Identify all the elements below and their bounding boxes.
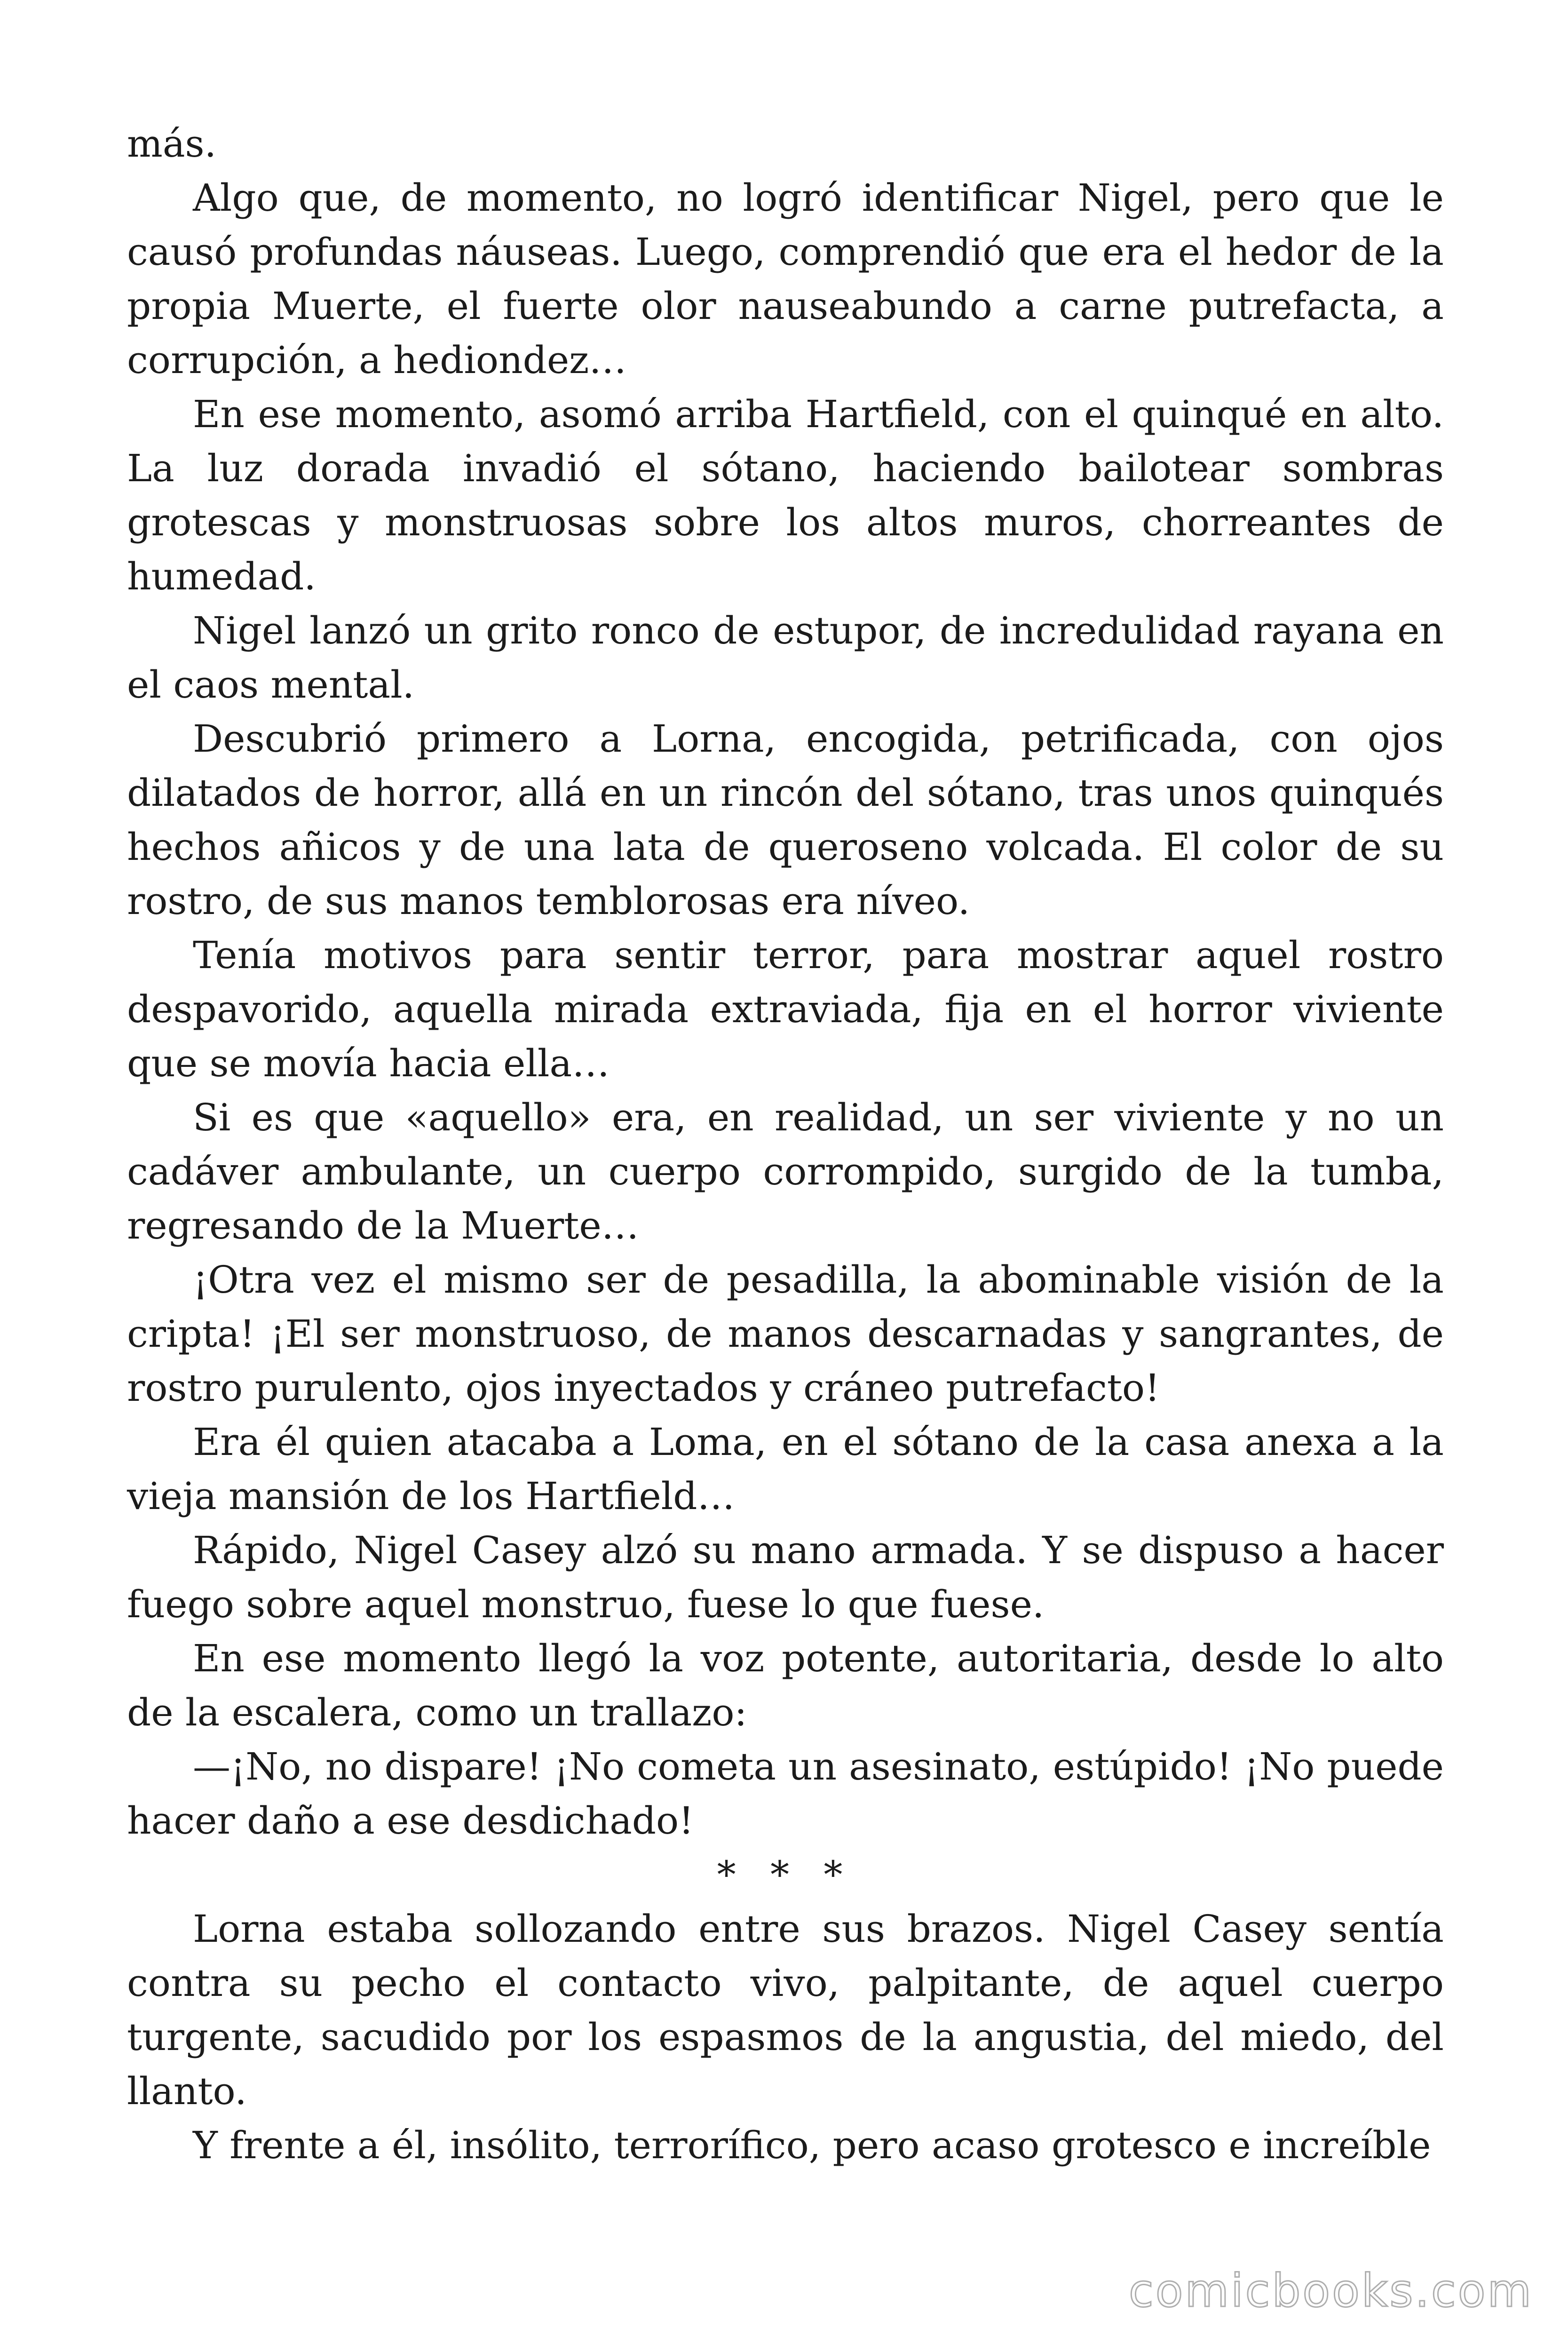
paragraph: Descubrió primero a Lorna, encogida, petrificada, con ojos dilatados de horror, allá en un rincón del sótano, tras unos quinqués hechos añicos y de una lata de queroseno volcada. El color de su rostro, de sus manos temblorosas era níveo. xyxy=(127,717,1444,923)
paragraph: Era él quien atacaba a Loma, en el sótano de la casa anexa a la vieja mansión de los Hartfield… xyxy=(127,1420,1444,1518)
paragraph: Rápido, Nigel Casey alzó su mano armada. Y se dispuso a hacer fuego sobre aquel monstruo, fuese lo que fuese. xyxy=(127,1528,1444,1626)
paragraph: En ese momento, asomó arriba Hartfield, con el quinqué en alto. La luz dorada invadió el sótano, haciendo bailotear sombras grotescas y monstruosas sobre los altos muros, chorreantes de humedad. xyxy=(127,392,1444,598)
watermark: comicbooks.com xyxy=(1128,2265,1533,2317)
paragraph: Tenía motivos para sentir terror, para mostrar aquel rostro despavorido, aquella mirada extraviada, fija en el horror viviente que se movía hacia ella… xyxy=(127,933,1444,1085)
paragraph: Lorna estaba sollozando entre sus brazos. Nigel Casey sentía contra su pecho el contacto vivo, palpitante, de aquel cuerpo turgente, sacudido por los espasmos de la angustia, del miedo, del llanto. xyxy=(127,1907,1444,2113)
paragraph: En ese momento llegó la voz potente, autoritaria, desde lo alto de la escalera, como un trallazo: xyxy=(127,1637,1444,1734)
paragraph: Nigel lanzó un grito ronco de estupor, de incredulidad rayana en el caos mental. xyxy=(127,609,1444,707)
section-separator: * * * xyxy=(717,1853,854,1897)
body-text xyxy=(127,117,1444,2172)
paragraph: Y frente a él, insólito, terrorífico, pero acaso grotesco e increíble xyxy=(193,2123,1431,2167)
paragraph: más. xyxy=(127,122,217,166)
paragraph: Si es que «aquello» era, en realidad, un ser viviente y no un cadáver ambulante, un cuerpo corrompido, surgido de la tumba, regresando de la Muerte… xyxy=(127,1096,1444,1248)
paragraph: ¡Otra vez el mismo ser de pesadilla, la abominable visión de la cripta! ¡El ser monstruoso, de manos descarnadas y sangrantes, de rostro purulento, ojos inyectados y cráneo putrefacto! xyxy=(127,1258,1444,1410)
paragraph: —¡No, no dispare! ¡No cometa un asesinato, estúpido! ¡No puede hacer daño a ese desdichado! xyxy=(127,1745,1444,1843)
paragraph: Algo que, de momento, no logró identificar Nigel, pero que le causó profundas náuseas. Luego, comprendió que era el hedor de la propia Muerte, el fuerte olor nauseabundo a carne putrefacta, a corrupción, a hediondez… xyxy=(127,176,1444,382)
